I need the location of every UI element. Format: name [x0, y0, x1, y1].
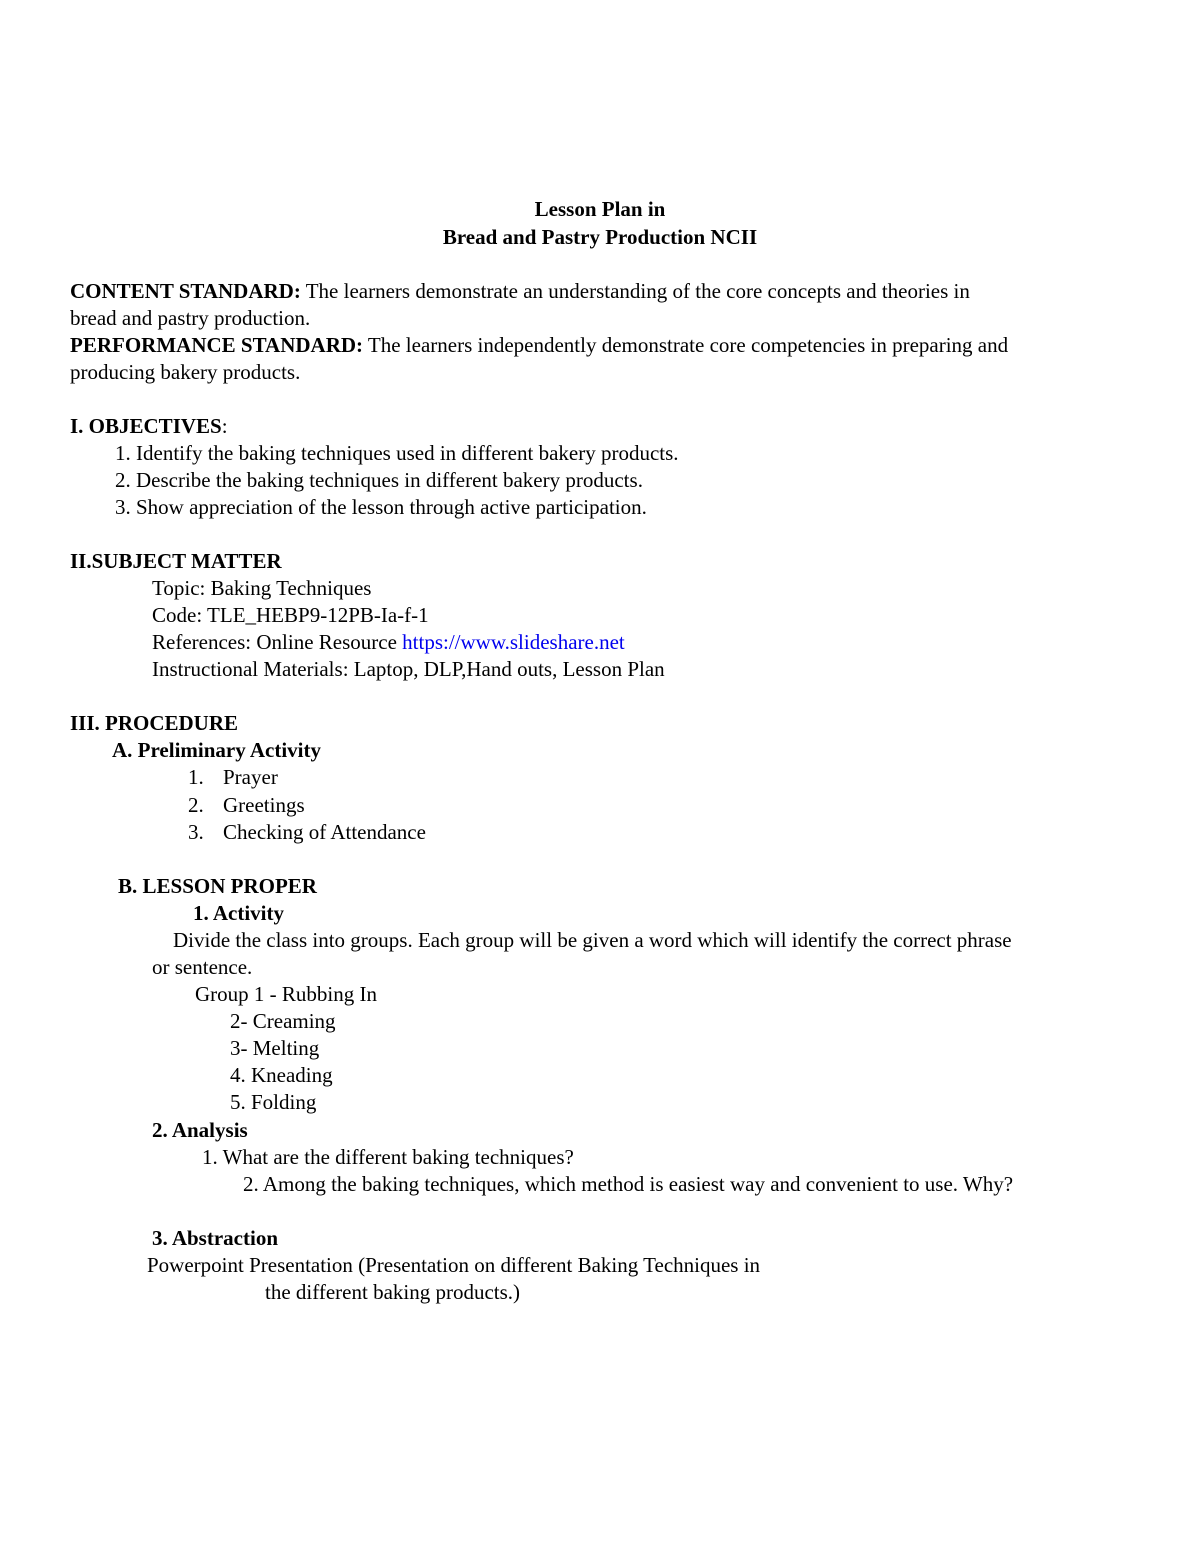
performance-standard-text: The learners independently demonstrate core competencies in preparing and — [363, 333, 1009, 357]
objectives-heading: I. OBJECTIVES: — [70, 414, 228, 438]
content-standard-text: The learners demonstrate an understanding of the core concepts and theories in — [300, 279, 970, 303]
analysis-heading: 2. Analysis — [152, 1118, 248, 1142]
activity-instructions: Divide the class into groups. Each group will be given a word which will identify the correct phrase — [173, 928, 1012, 952]
group-item: 5. Folding — [230, 1090, 317, 1114]
subject-materials: Instructional Materials: Laptop, DLP,Hand outs, Lesson Plan — [152, 657, 665, 681]
document-title-line-2: Bread and Pastry Production NCII — [442, 225, 758, 249]
content-standard-continued: bread and pastry production. — [70, 306, 311, 330]
preliminary-item-number: 3. — [188, 820, 204, 844]
abstraction-text: Powerpoint Presentation (Presentation on different Baking Techniques in — [147, 1253, 761, 1277]
activity-heading: 1. Activity — [193, 901, 284, 925]
preliminary-item: Checking of Attendance — [223, 820, 426, 844]
preliminary-item-number: 2. — [188, 793, 204, 817]
analysis-question: 1. What are the different baking techniques? — [202, 1145, 574, 1169]
subject-topic: Topic: Baking Techniques — [152, 576, 372, 600]
objective-item: 3. Show appreciation of the lesson through active participation. — [115, 495, 647, 519]
group-item: 4. Kneading — [230, 1063, 333, 1087]
subject-matter-heading: II.SUBJECT MATTER — [70, 549, 282, 573]
content-standard — [70, 278, 970, 305]
document-title-line-1: Lesson Plan in — [534, 197, 666, 221]
preliminary-item: Prayer — [223, 765, 278, 789]
preliminary-item-number: 1. — [188, 765, 204, 789]
procedure-heading: III. PROCEDURE — [70, 711, 239, 735]
group-item: 2- Creaming — [230, 1009, 336, 1033]
performance-standard-label: PERFORMANCE STANDARD: — [70, 333, 364, 357]
slideshare-link[interactable]: https://www.slideshare.net — [402, 630, 625, 654]
objective-item: 2. Describe the baking techniques in different bakery products. — [115, 468, 643, 492]
preliminary-activity-heading: A. Preliminary Activity — [112, 738, 321, 762]
lesson-proper-heading: B. LESSON PROPER — [118, 874, 317, 898]
preliminary-item: Greetings — [223, 793, 305, 817]
performance-standard-continued: producing bakery products. — [70, 360, 301, 384]
analysis-question: 2. Among the baking techniques, which method is easiest way and convenient to use. Why? — [243, 1172, 1014, 1196]
content-standard-label: CONTENT STANDARD: — [70, 279, 301, 303]
group-item: Group 1 - Rubbing In — [195, 982, 377, 1006]
abstraction-text-continued: the different baking products.) — [265, 1280, 521, 1304]
subject-code: Code: TLE_HEBP9-12PB-Ia-f-1 — [152, 603, 429, 627]
objective-item: 1. Identify the baking techniques used in different bakery products. — [115, 441, 679, 465]
activity-instructions-continued: or sentence. — [152, 955, 253, 979]
subject-references: References: Online Resource https://www.slideshare.net — [152, 630, 625, 654]
abstraction-heading: 3. Abstraction — [152, 1226, 278, 1250]
group-item: 3- Melting — [230, 1036, 320, 1060]
performance-standard — [70, 332, 1008, 359]
